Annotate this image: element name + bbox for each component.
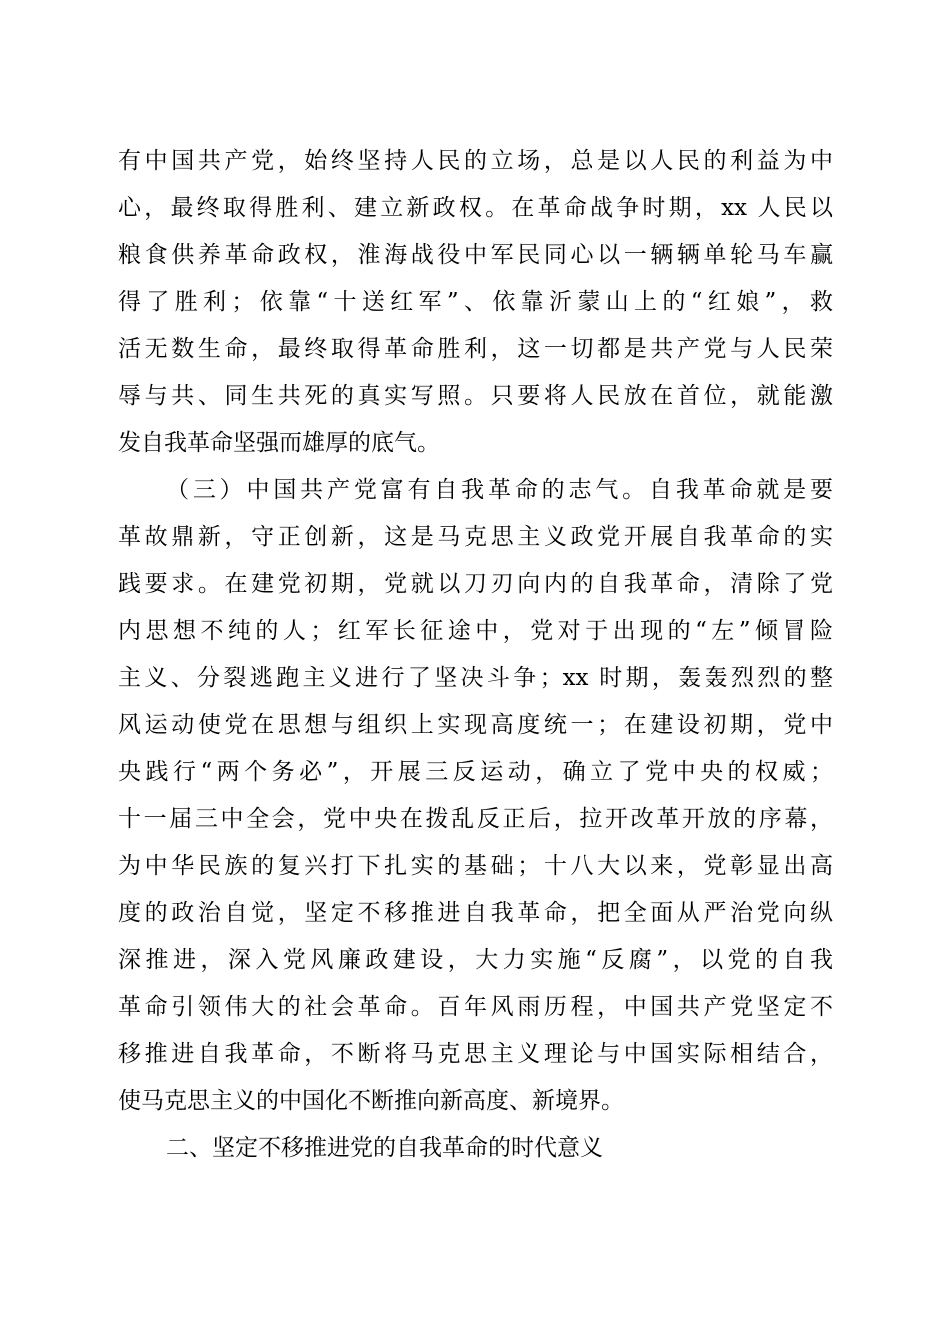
- paragraph-2-line-11: 深推进，深入党风廉政建设，大力实施“反腐”，以党的自我: [118, 947, 833, 973]
- paragraph-2-line-10: 度的政治自觉，坚定不移推进自我革命，把全面从严治党向纵: [118, 900, 833, 926]
- paragraph-2-line-8: 十一届三中全会，党中央在拨乱反正后，拉开改革开放的序幕，: [118, 806, 833, 832]
- paragraph-2-line-12: 革命引领伟大的社会革命。百年风雨历程，中国共产党坚定不: [118, 994, 833, 1020]
- paragraph-1-line-5: 活无数生命，最终取得革命胜利，这一切都是共产党与人民荣: [118, 336, 833, 362]
- paragraph-2-line-6: 风运动使党在思想与组织上实现高度统一；在建设初期，党中: [118, 712, 833, 738]
- paragraph-1-line-6: 辱与共、同生共死的真实写照。只要将人民放在首位，就能激: [118, 383, 833, 409]
- paragraph-1-line-2: 心，最终取得胜利、建立新政权。在革命战争时期，xx 人民以: [118, 195, 833, 221]
- paragraph-1-line-4: 得了胜利；依靠“十送红军”、依靠沂蒙山上的“红娘”，救: [118, 289, 833, 315]
- paragraph-2-line-4: 内思想不纯的人；红军长征途中，党对于出现的“左”倾冒险: [118, 618, 833, 644]
- paragraph-1-line-1: 有中国共产党，始终坚持人民的立场，总是以人民的利益为中: [118, 148, 833, 174]
- paragraph-2-line-7: 央践行“两个务必”，开展三反运动，确立了党中央的权威；: [118, 759, 833, 785]
- section-heading-2: 二、坚定不移推进党的自我革命的时代意义: [166, 1135, 603, 1161]
- paragraph-2-line-9: 为中华民族的复兴打下扎实的基础；十八大以来，党彰显出高: [118, 853, 833, 879]
- paragraph-1-line-3: 粮食供养革命政权，淮海战役中军民同心以一辆辆单轮马车赢: [118, 242, 833, 268]
- paragraph-2-line-14: 使马克思主义的中国化不断推向新高度、新境界。: [118, 1088, 624, 1114]
- paragraph-2-line-5: 主义、分裂逃跑主义进行了坚决斗争；xx 时期，轰轰烈烈的整: [118, 665, 833, 691]
- paragraph-2-line-13: 移推进自我革命，不断将马克思主义理论与中国实际相结合，: [118, 1041, 833, 1067]
- paragraph-2-line-2: 革故鼎新，守正创新，这是马克思主义政党开展自我革命的实: [118, 524, 833, 550]
- paragraph-1-line-7: 发自我革命坚强而雄厚的底气。: [118, 430, 440, 456]
- paragraph-2-line-1: （三）中国共产党富有自我革命的志气。自我革命就是要: [166, 477, 833, 503]
- paragraph-2-line-3: 践要求。在建党初期，党就以刀刃向内的自我革命，清除了党: [118, 571, 833, 597]
